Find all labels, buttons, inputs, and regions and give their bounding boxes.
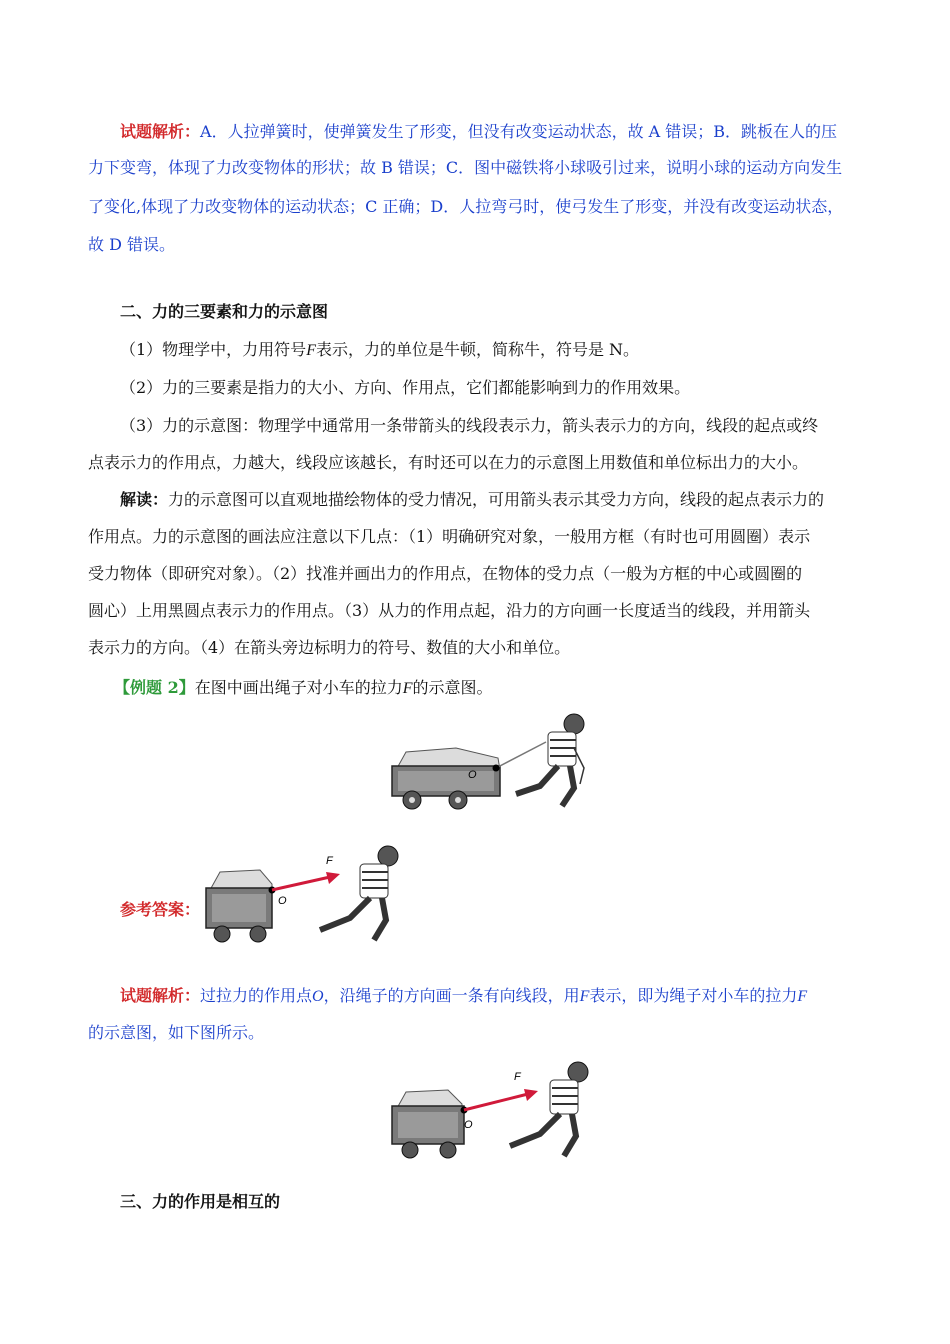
analysis-2-line-2: 的示意图，如下图所示。	[88, 1023, 265, 1042]
analysis-label: 试题解析：	[120, 986, 201, 1005]
note-line-1: 解读：力的示意图可以直观地描绘物体的受力情况，可用箭头表示其受力方向，线段的起点表示力的	[120, 490, 825, 509]
note-line-3: 受力物体（即研究对象）。（2）找准并画出力的作用点，在物体的受力点（一般为方框的中心或圆圈的	[88, 564, 803, 583]
note-line-5: 表示力的方向。（4）在箭头旁边标明力的符号、数值的大小和单位。	[88, 638, 571, 657]
analysis-1-line-1	[120, 122, 837, 142]
example-2-question: 【例题 2】在图中画出绳子对小车的拉力F的示意图。	[114, 678, 493, 697]
section-3-heading: 三、力的作用是相互的	[120, 1192, 281, 1211]
section-2-paragraph-3-line-2: 点表示力的作用点，力越大，线段应该越长，有时还可以在力的示意图上用数值和单位标出力的大小。	[88, 453, 809, 472]
figure-answer	[200, 844, 412, 948]
section-2-paragraph-3-line-1: （3）力的示意图：物理学中通常用一条带箭头的线段表示力，箭头表示力的方向，线段的起点或终	[120, 416, 819, 435]
symbol-f: F	[306, 342, 316, 359]
force-label-f: F	[326, 855, 333, 867]
section-2-paragraph-2: （2）力的三要素是指力的大小、方向、作用点，它们都能影响到力的作用效果。	[120, 378, 691, 397]
analysis-1-line-4: 故 D 错误。	[88, 235, 176, 254]
point-label-o: O	[278, 895, 287, 907]
example-label: 【例题 2】	[114, 678, 195, 697]
section-2-paragraph-1: （1）物理学中，力用符号F表示，力的单位是牛顿，简称牛，符号是 N。	[120, 340, 640, 359]
analysis-2-line-1: 试题解析：过拉力的作用点O，沿绳子的方向画一条有向线段，用F表示，即为绳子对小车的拉力F	[120, 986, 808, 1005]
analysis-text: A．人拉弹簧时，使弹簧发生了形变，但没有改变运动状态，故 A 错误；B．跳板在人的压	[200, 122, 838, 141]
answer-label: 参考答案：	[120, 900, 201, 919]
analysis-label: 试题解析：	[120, 122, 201, 141]
force-label-f: F	[514, 1071, 521, 1083]
analysis-1-line-3: 了变化,体现了力改变物体的运动状态；C 正确；D．人拉弯弓时，使弓发生了形变，并没有改变运动状态，	[88, 197, 844, 216]
note-line-4: 圆心）上用黑圆点表示力的作用点。（3）从力的作用点起，沿力的方向画一长度适当的线段，并用箭头	[88, 601, 811, 620]
figure-cart-boy	[388, 708, 598, 814]
point-label-o: O	[464, 1119, 473, 1131]
note-label: 解读：	[120, 490, 169, 509]
figure-solution	[388, 1058, 600, 1162]
section-2-heading: 二、力的三要素和力的示意图	[120, 302, 329, 321]
point-label-o: O	[468, 769, 477, 781]
note-line-2: 作用点。力的示意图的画法应注意以下几点：（1）明确研究对象，一般用方框（有时也可用圆圈）表示	[88, 527, 811, 546]
analysis-1-line-2: 力下变弯，体现了力改变物体的形状；故 B 错误；C．图中磁铁将小球吸引过来，说明小球的运动方向发生	[88, 158, 843, 177]
